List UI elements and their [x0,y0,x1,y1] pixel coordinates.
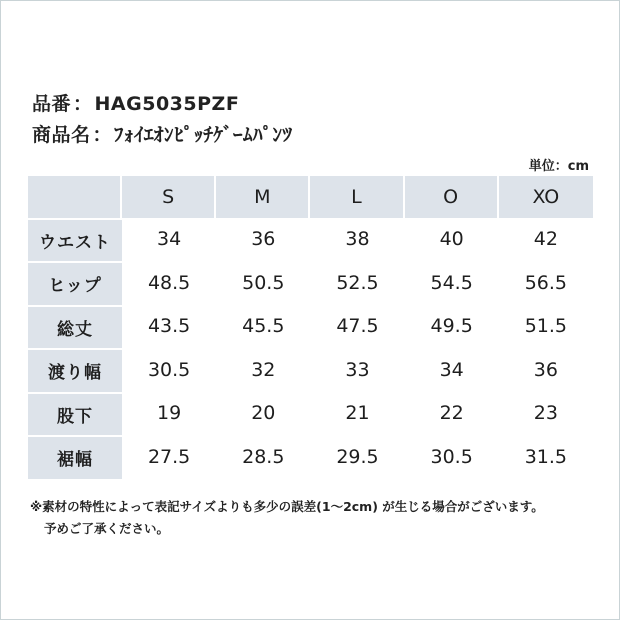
disclaimer-note-continued: 予めご了承ください。 [44,521,170,536]
table-cell: 49.5 [430,315,473,338]
product-number-line [32,89,239,116]
row-label-inseam: 股下 [28,392,122,436]
unit-label: 単位：cm [528,159,589,174]
product-number-label: 品番 [32,93,72,115]
table-row [28,435,593,479]
row-label-hem-width: 裾幅 [28,435,122,479]
product-name-value: ﾌｫｲｴｵﾝﾋﾟｯﾁｹﾞｰﾑﾊﾟﾝﾂ [114,124,293,146]
table-cell: 19 [157,402,182,425]
table-cell: 54.5 [430,271,473,294]
disclaimer-note: ※素材の特性によって表記サイズよりも多少の誤差(1～2cm) が生じる場合がございます。 [30,499,544,514]
table-row [28,348,593,392]
table-cell: 45.5 [242,315,285,338]
table-cell: 50.5 [242,271,285,294]
table-cell: 20 [251,402,276,425]
table-cell: 42 [533,228,558,251]
size-header-o: O [405,176,499,218]
table-cell: 51.5 [524,315,568,338]
size-header-xo: XO [499,176,593,218]
size-header-l: L [310,176,404,218]
table-cell: 22 [439,402,464,425]
table-cell: 47.5 [336,315,379,338]
table-cell: 29.5 [336,445,379,468]
table-cell: 34 [157,228,182,251]
table-cell: 48.5 [147,271,191,294]
size-header-row [28,176,593,218]
table-cell: 23 [533,402,558,425]
table-cell: 56.5 [524,271,568,294]
table-cell: 43.5 [147,315,191,338]
table-cell: 40 [439,228,464,251]
table-row [28,305,593,349]
size-header-s: S [122,176,216,218]
product-number-value: HAG5035PZF [94,93,240,115]
row-label-thigh-width: 渡り幅 [28,348,122,392]
table-cell: 52.5 [336,271,379,294]
table-cell: 33 [345,358,370,381]
size-header-m: M [216,176,310,218]
table-cell: 31.5 [524,445,568,468]
table-cell: 34 [439,358,464,381]
row-label-hip: ヒップ [28,261,122,305]
table-cell: 30.5 [430,445,473,468]
product-name-separator: ： [92,124,113,146]
table-cell: 30.5 [147,358,191,381]
table-cell: 36 [251,228,276,251]
table-cell: 38 [345,228,370,251]
table-row [28,218,593,262]
size-table [28,176,593,479]
table-row [28,392,593,436]
corner-cell [28,176,122,218]
table-cell: 28.5 [242,445,285,468]
table-cell: 32 [251,358,276,381]
table-cell: 27.5 [147,445,191,468]
table-cell: 21 [345,402,370,425]
row-label-waist: ウエスト [28,218,122,262]
row-label-total-length: 総丈 [28,305,122,349]
product-name-line [32,120,293,147]
table-cell: 36 [533,358,558,381]
product-number-separator: ： [73,93,93,115]
product-name-label: 商品名 [32,124,91,146]
table-row [28,261,593,305]
